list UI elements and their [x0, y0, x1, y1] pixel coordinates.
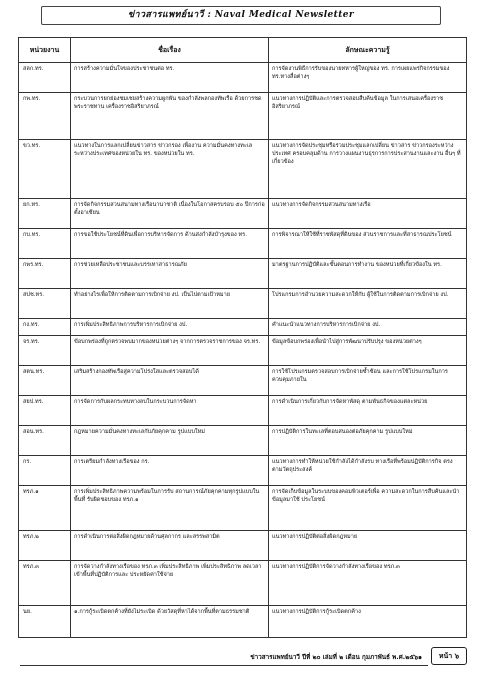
page-number-badge: หน้า ๖ — [431, 647, 467, 665]
cell-unit: ทรภ.๑ — [19, 486, 71, 531]
cell-title: การช่วยเหลือประชาชนและบรรเทาสาธารณภัย — [71, 259, 269, 289]
cell-unit: กบ.ทร. — [19, 229, 71, 259]
table-row — [19, 561, 467, 606]
table-row — [19, 289, 467, 319]
cell-knowledge: ข้อมูลข้อบกพร่องเพื่อนำไปสู่การพัฒนาปรับปรุง ของหน่วยต่างๆ — [269, 336, 467, 366]
table-row — [19, 396, 467, 426]
footer-divider — [20, 665, 428, 666]
table-row — [19, 456, 467, 486]
table-row — [19, 199, 467, 229]
cell-title: ๑.การกู้ระเบิดตกค้างที่ยังไม่ระเบิด ด้วยวัสดุที่หาได้จากพื้นที่ตามธรรมชาติ — [71, 606, 269, 638]
cell-title: แนวทางในการแลกเปลี่ยนข่าวสาร ข่าวกรอง เพื่องาน ความมั่นคงทางทะเลระหว่างประเทศของหน่วยใน ทร. ของหน่วยใน ทร. — [71, 140, 269, 199]
cell-unit: สตน.ทร. — [19, 366, 71, 396]
cell-knowledge: มาตรฐานการปฏิบัติและขั้นตอนการทำงาน ของหน่วยที่เกี่ยวข้องใน ทร. — [269, 259, 467, 289]
cell-title: การจัดกิจกรรมสวนสนามทางเรือนานาชาติ เนื่องในโอกาสครบรอบ ๕๐ ปีการก่อตั้งอาเซียน — [71, 199, 269, 229]
cell-title: เสริมสร้างกองทัพเรือสู่ความโปร่งใสและตรวจสอบได้ — [71, 366, 269, 396]
table-header-row — [19, 38, 467, 63]
cell-unit: กง.ทร. — [19, 319, 71, 336]
cell-title: การเพิ่มประสิทธิภาพการบริหารการเบิกจ่าย งป. — [71, 319, 269, 336]
cell-knowledge: แนวทางการจัดกิจกรรมสวนสนามทางเรือ — [269, 199, 467, 229]
column-header-knowledge: ลักษณะความรู้ — [269, 38, 467, 63]
table-row — [19, 366, 467, 396]
cell-knowledge: คำแนะนำแนวทางการบริหารการเบิกจ่าย งป. — [269, 319, 467, 336]
cell-title: กระบวนการยกย่องชมเชยสร้างความผูกพัน ของกำลังพลกองทัพเรือ ด้วยการชดพระราชทาน เครื่องราชอิสริยาภรณ์ — [71, 93, 269, 140]
cell-unit: สปช.ทร. — [19, 289, 71, 319]
cell-title: การเพิ่มประสิทธิภาพความพร้อมในการรับ สถานการณ์ภัยคุกคามทุกรูปแบบในพื้นที่ รับผิดชอบของ ทรภ.๑ — [71, 486, 269, 531]
table-row — [19, 229, 467, 259]
table-row — [19, 606, 467, 638]
cell-title: การเตรียมกำลังทางเรือของ กร. — [71, 456, 269, 486]
cell-unit: ยก.ทร. — [19, 199, 71, 229]
cell-unit: กพร.ทร. — [19, 259, 71, 289]
table-row — [19, 531, 467, 561]
table-row — [19, 93, 467, 140]
cell-unit: สอน.ทร. — [19, 426, 71, 456]
cell-unit: สยป.ทร. — [19, 396, 71, 426]
cell-knowledge: แนวทางการจัดประชุมหรือร่วมประชุมแลกเปลี่ยน ข่าวสาร ข่าวกรองระหว่างประเทศ ครอบคลุมด้าน การวางแผนงานธุรการการประสานงานและงาน อื่นๆ ที่เกี่ยวข้อง — [269, 140, 467, 199]
cell-title: การสร้างความมั่นใจของประชาชนต่อ ทร. — [71, 63, 269, 93]
cell-knowledge: แนวทางการปฏิบัติต่อสิ่งผิดกฎหมาย — [269, 531, 467, 561]
cell-knowledge: แนวทางการปฏิบัติและการตรวจสอบสืบค้นข้อมูล ในการเสนอเครื่องราชอิสริยาภรณ์ — [269, 93, 467, 140]
cell-title: ข้อบกพร่องที่ถูกตรวจพบมากของหน่วยต่างๆ จากการตรวจราชการของ จร.ทร. — [71, 336, 269, 366]
cell-unit: ขว.ทร. — [19, 140, 71, 199]
column-header-unit: หน่วยงาน — [19, 38, 71, 63]
cell-unit: จร.ทร. — [19, 336, 71, 366]
knowledge-table — [18, 37, 467, 638]
cell-title: การดำเนินการต่อสิ่งผิดกฎหมายด้านศุลกากร และสรรพสามิต — [71, 531, 269, 561]
cell-title: กฎหมายความมั่นคงทางทะเลกับภัยคุกคาม รูปแบบใหม่ — [71, 426, 269, 456]
cell-title: ทำอย่างไรเพื่อให้การติดตามการเบิกจ่าย งป. เป็นไปตามเป้าหมาย — [71, 289, 269, 319]
cell-knowledge: แนวทางการปฏิบัติการกู้ระเบิดตกค้าง — [269, 606, 467, 638]
table-row — [19, 319, 467, 336]
footer-publication-info: ข่าวสารแพทย์นาวี ปีที่ ๒๐ เล่มที่ ๒ เดือน กุมภาพันธ์ พ.ศ.๒๕๖๑ — [250, 654, 422, 661]
cell-knowledge: การปฏิบัติการในทะเลที่ตอบสนองต่อภัยคุกคาม รูปแบบใหม่ — [269, 426, 467, 456]
column-header-title: ชื่อเรื่อง — [71, 38, 269, 63]
table-row — [19, 426, 467, 456]
table-row — [19, 140, 467, 199]
cell-knowledge: โปรแกรมการอำนวยความสะดวกให้กับ ผู้ใช้ในการติดตามการเบิกจ่าย งป. — [269, 289, 467, 319]
cell-knowledge: การจัดเก็บข้อมูลในระบบของคอมพิวเตอร์เพื่อ ความสะดวกในการสืบค้นและนำข้อมูลมาใช้ ประโยชน์ — [269, 486, 467, 531]
cell-knowledge: การใช้โปรแกรมตรวจสอบการเบิกจ่ายซ้ำซ้อน และการใช้โปรแกรมในการควบคุมภายใน — [269, 366, 467, 396]
cell-unit: ทรภ.๓ — [19, 561, 71, 606]
page-footer — [0, 644, 480, 672]
cell-unit: ทรภ.๒ — [19, 531, 71, 561]
cell-title: การจัดวางกำลังทางเรือของ ทรภ.๓ เพิ่มประสิทธิภาพ เพิ่มประสิทธิภาพ ลดเวลาเข้าพื้นที่ปฏิบัติการและ ประหยัดค่าใช้จ่าย — [71, 561, 269, 606]
cell-title: การจัดการกับผลกระทบทางลบในกระบวนการจัดหา — [71, 396, 269, 426]
cell-knowledge: การจัดงานพิธีการรับของนายทหารผู้ใหญ่ของ ทร. การเผยแพร่กิจกรรมของ ทร.ทางสื่อต่างๆ — [269, 63, 467, 93]
cell-unit: กพ.ทร. — [19, 93, 71, 140]
cell-unit: สลก.ทร. — [19, 63, 71, 93]
table-row — [19, 486, 467, 531]
cell-title: การขอใช้ประโยชน์ที่ดินเพื่อการบริหารจัดการ ด้านส่งกำลังบำรุงของ ทร. — [71, 229, 269, 259]
cell-unit: กร. — [19, 456, 71, 486]
cell-unit: นย. — [19, 606, 71, 638]
cell-knowledge: แนวทางการทำให้หน่วยใช้กำลังได้กำลังรบ ทางเรือที่พร้อมปฏิบัติการกิจ ตรงตามวัตถุประสงค์ — [269, 456, 467, 486]
table-row — [19, 63, 467, 93]
cell-knowledge: การดำเนินการเกี่ยวกับการจัดหาพัสดุ ตามพันธกิจของแต่ละหน่วย — [269, 396, 467, 426]
table-row — [19, 259, 467, 289]
cell-knowledge: การพิจารณาให้ใช้ที่ราชพัสดุที่ดินของ ส่วนราชการและที่สาธารณประโยชน์ — [269, 229, 467, 259]
cell-knowledge: แนวทางการปฏิบัติการจัดวางกำลังทางเรือของ ทรภ.๓ — [269, 561, 467, 606]
table-row — [19, 336, 467, 366]
newsletter-header: ข่าวสารแพทย์นาวี : Naval Medical Newsletter — [41, 6, 441, 25]
